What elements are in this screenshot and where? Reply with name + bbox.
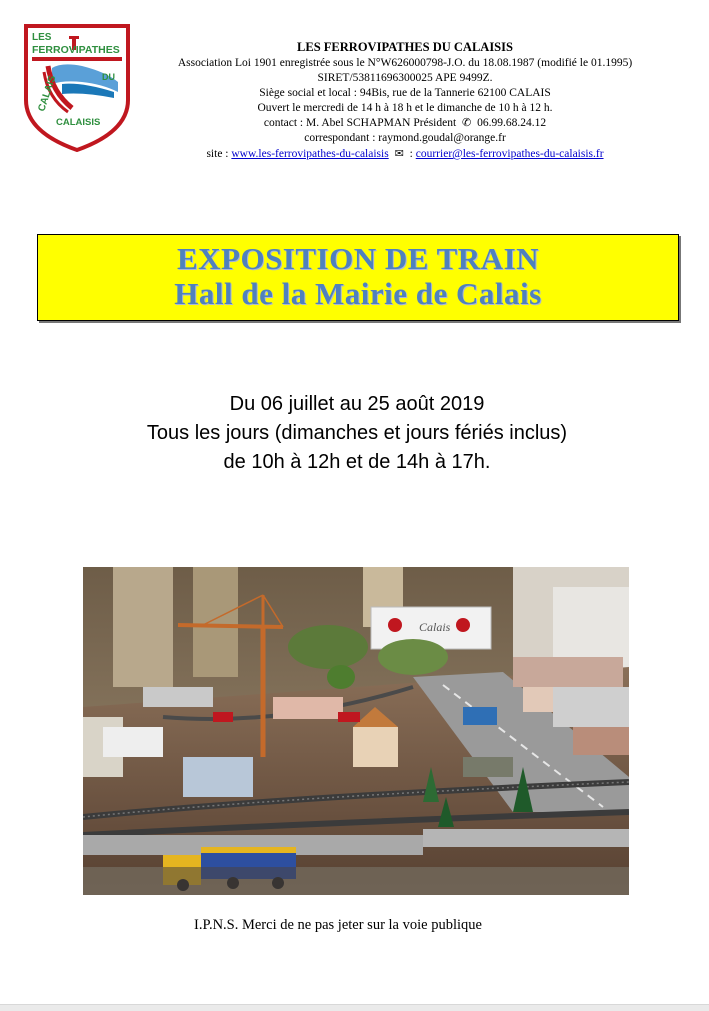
days-info: Tous les jours (dimanches et jours fériés inclus) [146, 422, 568, 444]
logo-shield [22, 22, 132, 152]
organization-name: LES FERROVIPATHES DU CALAISIS [297, 40, 513, 54]
logo-right-text: DU [102, 72, 115, 82]
contact-text: contact : M. Abel SCHAPMAN Président [263, 117, 457, 129]
contact-line [140, 116, 670, 131]
mail-icon: ✉ [394, 148, 404, 160]
association-header [140, 40, 670, 162]
date-range: Du 06 juillet au 25 août 2019 [229, 393, 485, 415]
phone-icon: ✆ [462, 117, 472, 129]
banner-venue: Hall de la Mairie de Calais [174, 276, 542, 311]
email-link[interactable]: courrier@les-ferrovipathes-du-calaisis.fr [415, 148, 604, 160]
exhibition-schedule [60, 390, 654, 477]
logo-arc-text: FERROVIPATHES [32, 44, 120, 56]
address-line: Siège social et local : 94Bis, rue de la Tannerie 62100 CALAIS [259, 87, 551, 99]
correspondent-line: correspondant : raymond.goudal@orange.fr [304, 132, 506, 144]
logo-left-text: CALAIS [36, 74, 59, 113]
mail-label: : [409, 148, 413, 160]
site-row [140, 147, 670, 162]
club-logo [22, 22, 132, 152]
website-link[interactable]: www.les-ferrovipathes-du-calaisis [231, 148, 389, 160]
exhibition-banner [37, 234, 679, 321]
model-railway-photo [83, 567, 629, 895]
site-label: site : [206, 148, 229, 160]
banner-title: EXPOSITION DE TRAIN [176, 241, 540, 276]
logo-top-text: LES [32, 32, 52, 43]
opening-hours-line: Ouvert le mercredi de 14 h à 18 h et le dimanche de 10 h à 12 h. [257, 102, 553, 114]
phone-number: 06.99.68.24.12 [477, 117, 547, 129]
registration-line: Association Loi 1901 enregistrée sous le N°W626000798-J.O. du 18.08.1987 (modifié le 01.1995) [177, 57, 633, 69]
ipns-notice: I.P.N.S. Merci de ne pas jeter sur la voie publique [194, 917, 482, 933]
logo-bottom-text: CALAISIS [56, 117, 101, 128]
hours-info: de 10h à 12h et de 14h à 17h. [223, 451, 491, 473]
siret-line: SIRET/53811696300025 APE 9499Z. [317, 72, 493, 84]
photo-banner-text: Calais [419, 620, 451, 634]
model-railway-illustration [83, 567, 629, 895]
